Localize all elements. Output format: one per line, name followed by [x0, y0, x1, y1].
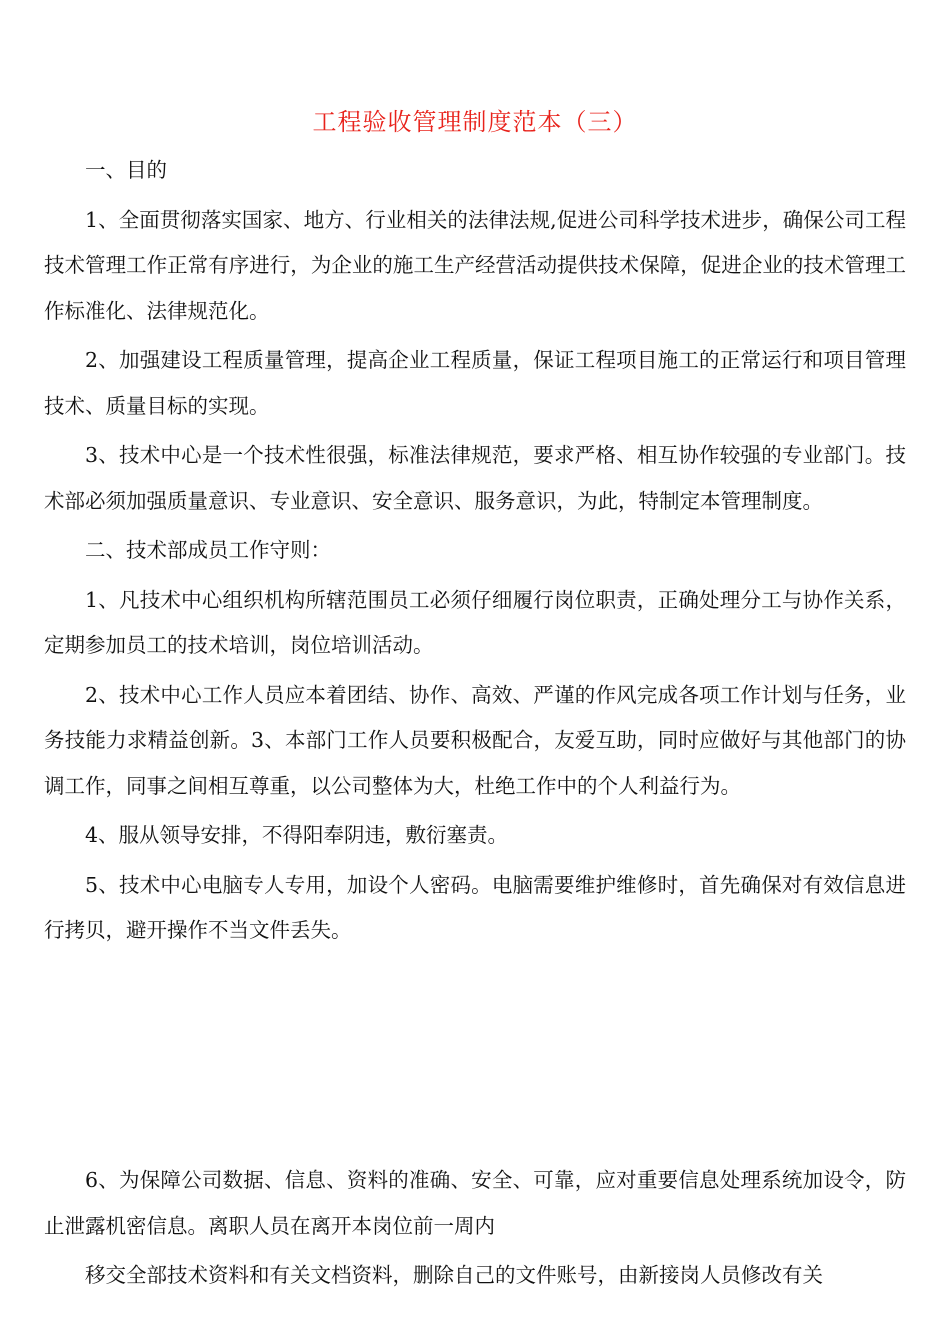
section-2-item-5: 5、技术中心电脑专人专用，加设个人密码。电脑需要维护维修时，首先确保对有效信息进行拷贝，避开操作不当文件丢失。: [44, 872, 906, 942]
section-2-item-1: 1、凡技术中心组织机构所辖范围员工必须仔细履行岗位职责，正确处理分工与协作关系，定期参加员工的技术培训，岗位培训活动。: [44, 587, 906, 657]
section-2-item-4: 4、服从领导安排，不得阳奉阴违，敷衍塞责。: [85, 823, 509, 847]
document-title: 工程验收管理制度范本（三）: [312, 108, 638, 136]
section-2-continued: [44, 1158, 906, 1299]
section-2-item-6-continuation: 移交全部技术资料和有关文档资料，删除自己的文件账号，由新接岗人员修改有关: [85, 1263, 823, 1287]
section-2-item-6: 6、为保障公司数据、信息、资料的准确、安全、可靠，应对重要信息处理系统加设令，防止泄露机密信息。离职人员在离开本岗位前一周内: [44, 1168, 906, 1238]
section-2-heading: 二、技术部成员工作守则：: [85, 538, 331, 562]
section-1-item-1: 1、全面贯彻落实国家、地方、行业相关的法律法规,促进公司科学技术进步，确保公司工程技术管理工作正常有序进行，为企业的施工生产经营活动提供技术保障，促进企业的技术管理工作标准化、法律规范化。: [44, 207, 906, 323]
section-1-heading: 一、目的: [85, 158, 167, 182]
section-1-item-3: 3、技术中心是一个技术性很强，标准法律规范，要求严格、相互协作较强的专业部门。技术部必须加强质量意识、专业意识、安全意识、服务意识，为此，特制定本管理制度。: [44, 443, 906, 513]
section-1-item-2: 2、加强建设工程质量管理，提高企业工程质量，保证工程项目施工的正常运行和项目管理技术、质量目标的实现。: [44, 348, 906, 418]
section-2-item-2: 2、技术中心工作人员应本着团结、协作、高效、严谨的作风完成各项工作计划与任务，业务技能力求精益创新。3、本部门工作人员要积极配合，友爱互助，同时应做好与其他部门的协调工作，同事之间相互尊重，以公司整体为大，杜绝工作中的个人利益行为。: [44, 682, 906, 798]
section-1: [44, 148, 906, 954]
